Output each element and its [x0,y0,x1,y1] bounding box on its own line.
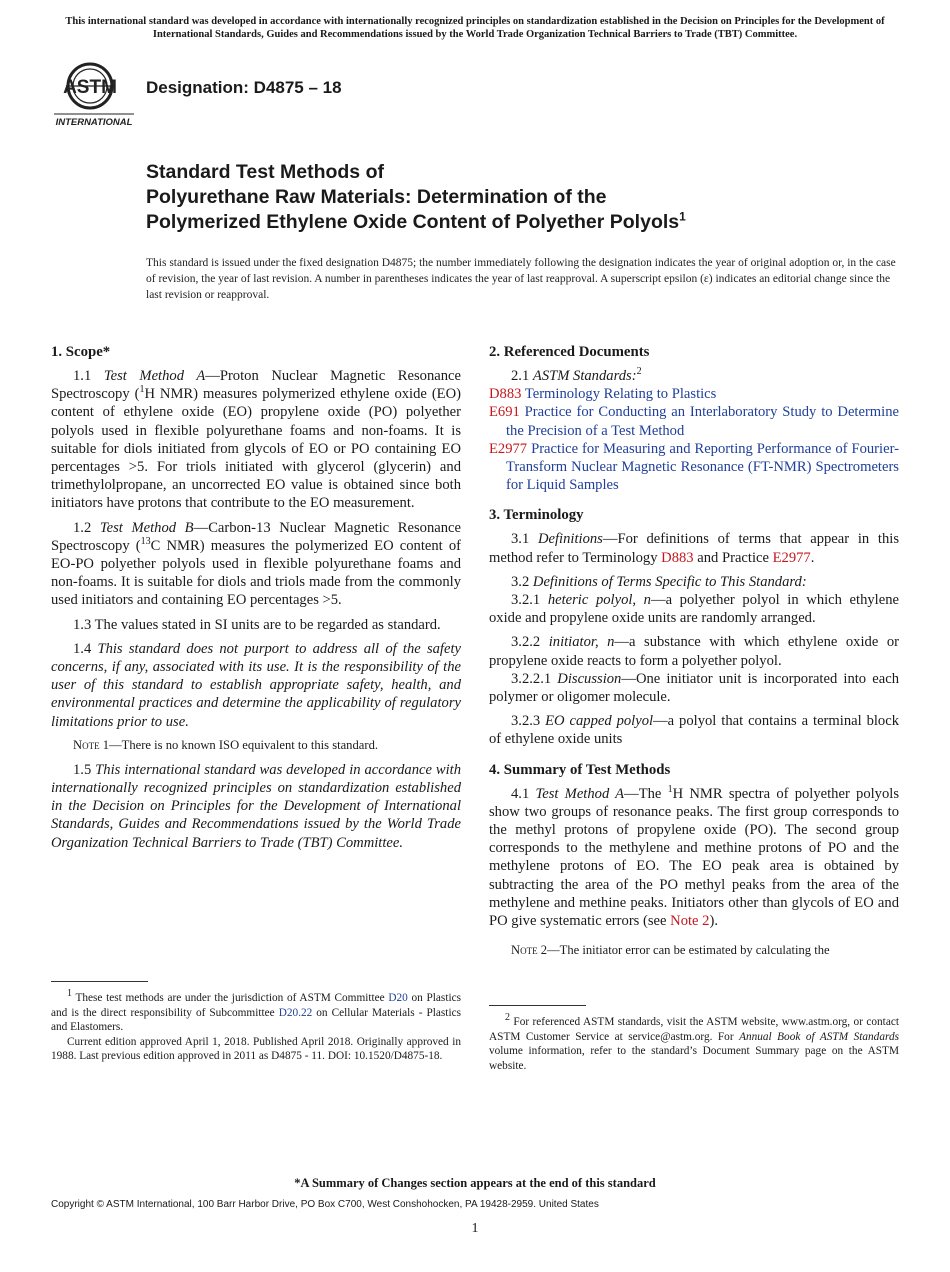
link-d20[interactable]: D20 [388,992,408,1004]
paragraph-3-2-1: 3.2.1 heteric polyol, n—a polyether polyol in which ethylene oxide and propylene oxide units are randomly arranged. [489,592,899,627]
section-heading-terminology: 3. Terminology [489,507,584,524]
note-1: Note 1—There is no known ISO equivalent to this standard. [73,737,379,752]
title-line-2: Polyurethane Raw Materials: Determination of the [146,186,607,208]
section-heading-references: 2. Referenced Documents [489,344,650,360]
paragraph-1-3: 1.3 The values stated in SI units are to be regarded as standard. [73,616,441,633]
paragraph-1-4: 1.4 This standard does not purport to address all of the safety concerns, if any, associated with its use. It is the responsibility of the user of this standard to establish appropriate safety, health, and environmental practices and determine the applicability of regulatory limitations prior to use. [51,640,461,730]
link-d883-inline[interactable]: D883 [661,549,694,566]
section-heading-summary: 4. Summary of Test Methods [489,761,671,778]
title-footnote-mark: 1 [679,209,686,224]
paragraph-3-2: 3.2 Definitions of Terms Specific to This Standard: [511,573,807,590]
title-line-1: Standard Test Methods of [146,161,384,183]
paragraph-3-2-2: 3.2.2 initiator, n—a substance with which ethylene oxide or propylene oxide reacts to form a polyether polyol. [489,634,899,669]
page-number: 1 [471,1221,479,1236]
footnote-rule [51,981,148,982]
section-heading-scope: 1. Scope* [51,344,111,360]
reference-item: E2977 Practice for Measuring and Reporting Performance of Fourier-Transform Nuclear Magnetic Resonance (FT-NMR) Spectrometers for Liquid Samples [489,440,899,494]
right-column [489,343,899,966]
link-e2977[interactable]: E2977 [489,440,528,457]
paragraph-1-1: 1.1 Test Method A—Proton Nuclear Magnetic Resonance Spectroscopy ($^1$H NMR) measures polymerized ethylene oxide (EO) content of ethylene oxide (EO) propylene oxide (PO) polyether polyols used in flexible polyurethane foams and non-foams. It is suitable for diols initiated from glycols of EO or PO containing EO percentages >5. For triols initiated with glycerol (glycerin) and trimethylolpropane, an uncorrected EO value is obtained since both initiators have protons that contribute to the EO measurement. [51,368,462,512]
footnote-1: $^1$ These test methods are under the jurisdiction of ASTM Committee D20 on Plastics and is the direct responsibility of Subcommittee D20.22 on Cellular Materials - Plastics and Elastomers. [51,988,462,1033]
link-d883[interactable]: D883 [489,386,522,403]
reference-item: D883 Terminology Relating to Plastics [489,386,717,403]
note-2: Note 2—The initiator error can be estimated by calculating the [511,943,830,958]
footnote-rule [489,1005,586,1006]
standard-title [146,160,906,235]
logo-text: ASTM [63,77,117,98]
paragraph-3-2-3: 3.2.3 EO capped polyol—a polyol that contains a terminal block of ethylene oxide units [489,713,899,748]
footnote-2: $^2$ For referenced ASTM standards, visit the ASTM website, www.astm.org, or contact ASTM Customer Service at service@astm.org. For Annual Book of ASTM Standards volume information, refer to the standard’s Document Summary page on the ASTM website. [489,1012,899,1072]
trade-banner: This international standard was developed in accordance with internationally recognized principles on standardization established in the Decision on Principles for the Development of International Standards, Guides and Recommendations issued by the World Trade Organization Technical Barriers to Trade (TBT) Committee. [65,16,885,40]
paragraph-1-5: 1.5 This international standard was developed in accordance with internationally recognized principles on standardization established in the Decision on Principles for the Development of International Standards, Guides and Recommendations issued by the World Trade Organization Technical Barriers to Trade (TBT) Committee. [51,761,462,851]
paragraph-2-1: 2.1 ASTM Standards:$^2$ [511,366,642,384]
left-column [51,343,461,858]
copyright: Copyright © ASTM International, 100 Barr Harbor Drive, PO Box C700, West Conshohocken, PA 19428-2959. United States [51,1199,599,1210]
paragraph-4-1: 4.1 Test Method A—The $^1$H NMR spectra of polyether polyols show two groups of resonance peaks. The first group corresponds to the methyl protons of propylene oxide (PO). The second group corresponds to the methylene and methine protons of PO and the methylene protons of EO. The EO peak area is obtained by subtracting the area of the PO methyl peaks from the area of the methylene and methine peaks. Initiators other than glycols of EO and PO give systematic errors (see Note 2). [489,783,900,930]
paragraph-1-2: 1.2 Test Method B—Carbon-13 Nuclear Magnetic Resonance Spectroscopy ($^{13}$C NMR) measures the polymerized EO content of EO-PO polyether polyols used in flexible polyurethane foams and non-foams. It is suitable for diols and triols made from the commonly used initiators and containing EO percentages >5. [51,519,462,609]
paragraph-3-1: 3.1 Definitions—For definitions of terms that appear in this method refer to Terminology D883 and Practice E2977. [489,531,899,566]
title-line-3: Polymerized Ethylene Oxide Content of Polyether Polyols [146,211,680,233]
paragraph-3-2-2-1: 3.2.2.1 Discussion—One initiator unit is incorporated into each polymer or oligomer molecule. [489,670,899,706]
reference-item: E691 Practice for Conducting an Interlaboratory Study to Determine the Precision of a Test Method [489,404,899,439]
footnote-area-left [51,981,461,1064]
link-e2977-inline[interactable]: E2977 [772,549,811,566]
astm-logo-icon [52,56,136,132]
link-note-2[interactable]: Note 2 [670,913,710,930]
footnote-area-right [489,1005,899,1073]
footnote-1-edition: Current edition approved April 1, 2018. Published April 2018. Originally approved in 1988. Last previous edition approved in 2011 as D4875 - 11. DOI: 10.1520/D4875-18. [51,1035,461,1062]
issued-note: This standard is issued under the fixed designation D4875; the number immediately following the designation indicates the year of original adoption or, in the case of revision, the year of last revision. A number in parentheses indicates the year of last reapproval. A superscript epsilon (ε) indicates an editorial change since the last revision or reapproval. [146,257,896,301]
link-d20-22[interactable]: D20.22 [278,1006,313,1019]
logo-subtext: INTERNATIONAL [55,117,133,128]
designation: Designation: D4875 – 18 [146,78,342,97]
link-e691[interactable]: E691 [489,404,520,421]
summary-of-changes-note: *A Summary of Changes section appears at the end of this standard [294,1176,656,1190]
